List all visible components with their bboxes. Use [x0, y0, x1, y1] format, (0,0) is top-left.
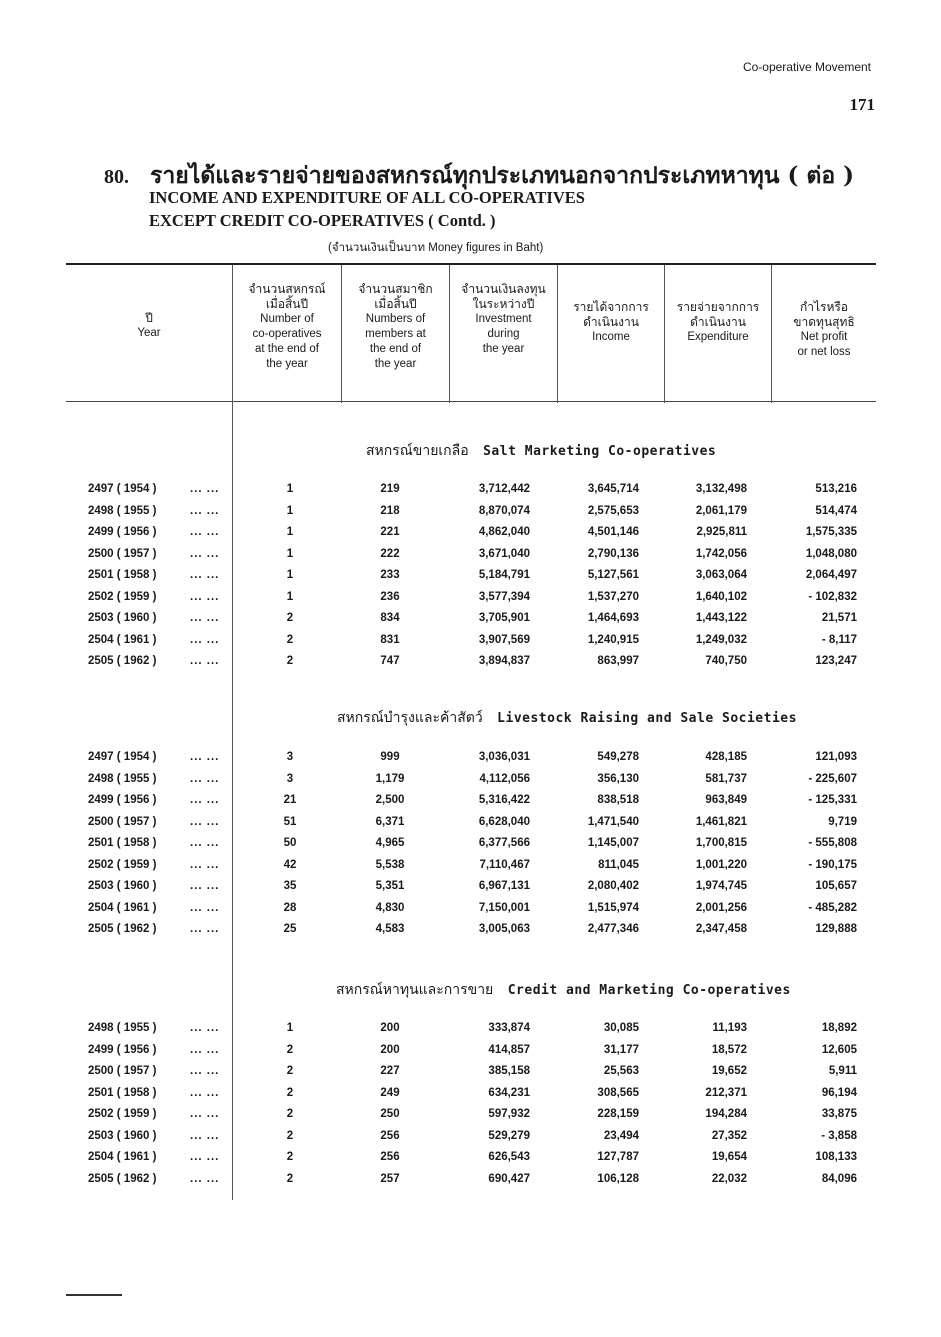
net-profit-cell: 21,571 [821, 612, 857, 624]
expenditure-cell: 11,193 [712, 1022, 747, 1034]
table-row [0, 859, 941, 879]
leader-dots: ... ... [190, 590, 220, 603]
members-cell: 4,830 [375, 901, 405, 914]
table-row [0, 505, 941, 525]
investment-cell: 7,110,467 [479, 858, 530, 871]
leader-dots: ... ... [190, 815, 220, 828]
members-cell: 222 [380, 547, 400, 560]
cooperatives-cell: 1 [286, 504, 294, 517]
income-cell: 1,464,693 [587, 612, 639, 624]
income-cell: 5,127,561 [587, 569, 639, 581]
column-header-thai: จำนวนสมาชิก เมื่อสิ้นปี [358, 282, 433, 311]
income-cell: 228,159 [597, 1108, 639, 1120]
leader-dots: ... ... [190, 547, 220, 560]
leader-dots: ... ... [190, 569, 220, 581]
net-profit-cell: 121,093 [815, 751, 857, 763]
table-row [0, 794, 941, 814]
year-cell: 2504 ( 1961 ) [88, 633, 157, 646]
net-profit-cell: 12,605 [821, 1043, 857, 1056]
members-cell: 200 [380, 1043, 400, 1056]
expenditure-cell: 22,032 [711, 1172, 747, 1185]
cooperatives-cell: 1 [286, 483, 294, 495]
net-profit-cell: 2,064,497 [805, 569, 857, 581]
cooperatives-cell: 2 [286, 633, 294, 646]
expenditure-cell: 2,347,458 [695, 923, 747, 935]
year-cell: 2500 ( 1957 ) [88, 547, 157, 560]
column-header-english: Numbers of members at the end of the year [365, 313, 426, 370]
members-cell: 5,538 [375, 858, 405, 871]
members-cell: 250 [380, 1108, 400, 1120]
investment-cell: 3,036,031 [478, 751, 530, 763]
net-profit-cell: - 485,282 [808, 901, 857, 914]
cooperatives-cell: 2 [286, 1108, 294, 1120]
year-cell: 2501 ( 1958 ) [88, 1086, 157, 1099]
expenditure-cell: 740,750 [705, 655, 747, 667]
income-cell: 811,045 [598, 858, 639, 871]
net-profit-cell: - 225,607 [808, 772, 857, 785]
cooperatives-cell: 28 [283, 901, 297, 914]
members-cell: 218 [380, 504, 400, 517]
income-cell: 3,645,714 [587, 483, 639, 495]
table-row [0, 655, 941, 675]
leader-dots: ... ... [190, 1086, 220, 1099]
expenditure-cell: 1,443,122 [695, 612, 747, 624]
table-row [0, 923, 941, 943]
column-header-net-profit [772, 300, 876, 360]
column-header-thai: รายจ่ายจากการ ดำเนินงาน [676, 300, 760, 329]
year-cell: 2505 ( 1962 ) [88, 1172, 157, 1185]
investment-cell: 333,874 [488, 1022, 530, 1034]
investment-cell: 6,628,040 [478, 815, 530, 828]
investment-cell: 634,231 [488, 1086, 530, 1099]
table-row [0, 591, 941, 611]
cooperatives-cell: 2 [286, 1129, 294, 1142]
net-profit-cell: 514,474 [815, 504, 857, 517]
members-cell: 221 [380, 526, 400, 538]
table-row [0, 1044, 941, 1064]
cooperatives-cell: 2 [286, 1086, 294, 1099]
table-row [0, 1022, 941, 1042]
expenditure-cell: 3,063,064 [695, 569, 747, 581]
investment-cell: 626,543 [488, 1151, 530, 1163]
column-header-english: Net profit or net loss [797, 331, 851, 358]
section-heading-english: Livestock Raising and Sale Societies [497, 711, 797, 726]
cooperatives-cell: 50 [283, 837, 297, 849]
leader-dots: ... ... [190, 1043, 220, 1056]
net-profit-cell: 18,892 [821, 1022, 857, 1034]
page-number: 171 [849, 95, 875, 114]
net-profit-cell: - 190,175 [808, 858, 857, 871]
members-cell: 2,500 [375, 794, 405, 806]
table-row [0, 483, 941, 503]
column-header-expenditure [665, 300, 771, 345]
investment-cell: 7,150,001 [478, 901, 530, 914]
leader-dots: ... ... [190, 633, 220, 646]
net-profit-cell: 513,216 [815, 483, 857, 495]
members-cell: 747 [380, 655, 400, 667]
table-title-english-line-1: INCOME AND EXPENDITURE OF ALL CO-OPERATIVES [149, 188, 585, 207]
expenditure-cell: 19,652 [711, 1065, 747, 1077]
members-cell: 236 [380, 590, 400, 603]
year-cell: 2503 ( 1960 ) [88, 880, 157, 892]
cooperatives-cell: 42 [283, 858, 297, 871]
members-cell: 5,351 [375, 880, 405, 892]
leader-dots: ... ... [190, 772, 220, 785]
leader-dots: ... ... [190, 923, 220, 935]
income-cell: 30,085 [603, 1022, 639, 1034]
leader-dots: ... ... [190, 1129, 220, 1142]
members-cell: 256 [380, 1129, 400, 1142]
cooperatives-cell: 21 [283, 794, 297, 806]
year-cell: 2500 ( 1957 ) [88, 1065, 157, 1077]
investment-cell: 3,671,040 [478, 547, 530, 560]
investment-cell: 5,316,422 [478, 794, 530, 806]
cooperatives-cell: 35 [283, 880, 297, 892]
income-cell: 106,128 [597, 1172, 639, 1185]
members-cell: 831 [380, 633, 400, 646]
year-cell: 2505 ( 1962 ) [88, 923, 157, 935]
expenditure-cell: 1,461,821 [695, 815, 747, 828]
net-profit-cell: 5,911 [828, 1065, 857, 1077]
leader-dots: ... ... [190, 1172, 220, 1185]
net-profit-cell: 96,194 [821, 1086, 857, 1099]
income-cell: 23,494 [603, 1129, 639, 1142]
year-cell: 2502 ( 1959 ) [88, 1108, 157, 1120]
leader-dots: ... ... [190, 794, 220, 806]
cooperatives-cell: 2 [286, 612, 294, 624]
net-profit-cell: - 555,808 [808, 837, 857, 849]
column-header-thai: จำนวนเงินลงทุน ในระหว่างปี [461, 282, 546, 311]
income-cell: 4,501,146 [587, 526, 639, 538]
income-cell: 1,537,270 [587, 590, 639, 603]
table-row [0, 1087, 941, 1107]
year-cell: 2503 ( 1960 ) [88, 612, 157, 624]
year-cell: 2497 ( 1954 ) [88, 751, 157, 763]
investment-cell: 3,907,569 [478, 633, 530, 646]
cooperatives-cell: 2 [286, 1172, 294, 1185]
investment-cell: 3,712,442 [478, 483, 530, 495]
column-header-members [342, 282, 449, 372]
income-cell: 356,130 [597, 772, 639, 785]
investment-cell: 5,184,791 [478, 569, 530, 581]
column-header-investment [450, 282, 557, 357]
net-profit-cell: 9,719 [828, 815, 857, 828]
section-heading-thai: สหกรณ์หาทุนและการขาย [336, 982, 494, 998]
table-row [0, 816, 941, 836]
leader-dots: ... ... [190, 837, 220, 849]
members-cell: 227 [380, 1065, 400, 1077]
leader-dots: ... ... [190, 483, 220, 495]
income-cell: 549,278 [597, 751, 639, 763]
investment-cell: 6,377,566 [478, 837, 530, 849]
expenditure-cell: 1,974,745 [695, 880, 747, 892]
net-profit-cell: 105,657 [815, 880, 857, 892]
net-profit-cell: - 8,117 [821, 633, 857, 646]
net-profit-cell: 123,247 [815, 655, 857, 667]
table-title-thai: รายได้และรายจ่ายของสหกรณ์ทุกประเภทนอกจากประเภทหาทุน ( ต่อ ) [150, 162, 855, 189]
section-heading-salt [366, 440, 716, 462]
leader-dots: ... ... [190, 858, 220, 871]
net-profit-cell: 129,888 [815, 923, 857, 935]
year-cell: 2502 ( 1959 ) [88, 590, 157, 603]
year-cell: 2502 ( 1959 ) [88, 858, 157, 871]
expenditure-cell: 3,132,498 [695, 483, 747, 495]
column-header-thai: กำไรหรือ ขาดทุนสุทธิ [793, 300, 855, 329]
year-cell: 2498 ( 1955 ) [88, 504, 157, 517]
expenditure-cell: 212,371 [705, 1086, 747, 1099]
table-row [0, 569, 941, 589]
net-profit-cell: 33,875 [821, 1108, 857, 1120]
net-profit-cell: - 3,858 [821, 1129, 857, 1142]
column-header-year [66, 311, 232, 341]
cooperatives-cell: 1 [286, 569, 294, 581]
expenditure-cell: 428,185 [705, 751, 747, 763]
leader-dots: ... ... [190, 1022, 220, 1034]
cooperatives-cell: 2 [286, 1065, 294, 1077]
expenditure-cell: 581,737 [705, 772, 747, 785]
members-cell: 249 [380, 1086, 400, 1099]
expenditure-cell: 1,640,102 [695, 590, 747, 603]
expenditure-cell: 963,849 [705, 794, 747, 806]
year-cell: 2499 ( 1956 ) [88, 794, 157, 806]
cooperatives-cell: 2 [286, 1043, 294, 1056]
income-cell: 31,177 [603, 1043, 639, 1056]
cooperatives-cell: 1 [286, 547, 294, 560]
column-header-english: Year [137, 327, 161, 339]
investment-cell: 414,857 [488, 1043, 530, 1056]
income-cell: 1,240,915 [587, 633, 639, 646]
leader-dots: ... ... [190, 1108, 220, 1120]
cooperatives-cell: 25 [283, 923, 297, 935]
income-cell: 2,575,653 [587, 504, 639, 517]
year-cell: 2501 ( 1958 ) [88, 837, 157, 849]
leader-dots: ... ... [190, 655, 220, 667]
year-cell: 2498 ( 1955 ) [88, 1022, 157, 1034]
section-heading-credit-marketing [336, 979, 791, 1001]
investment-cell: 529,279 [488, 1129, 530, 1142]
income-cell: 2,790,136 [587, 547, 639, 560]
expenditure-cell: 2,001,256 [695, 901, 747, 914]
cooperatives-cell: 2 [286, 1151, 294, 1163]
cooperatives-cell: 1 [286, 590, 294, 603]
section-heading-thai: สหกรณ์ขายเกลือ [366, 443, 469, 459]
year-cell: 2501 ( 1958 ) [88, 569, 157, 581]
members-cell: 233 [380, 569, 400, 581]
table-row [0, 1173, 941, 1193]
year-cell: 2503 ( 1960 ) [88, 1129, 157, 1142]
investment-cell: 3,894,837 [478, 655, 530, 667]
members-cell: 200 [380, 1022, 400, 1034]
cooperatives-cell: 51 [283, 815, 297, 828]
year-cell: 2499 ( 1956 ) [88, 526, 157, 538]
footnote-rule [66, 1294, 122, 1296]
leader-dots: ... ... [190, 526, 220, 538]
income-cell: 2,080,402 [587, 880, 639, 892]
year-cell: 2498 ( 1955 ) [88, 772, 157, 785]
table-title-english-line-2: EXCEPT CREDIT CO-OPERATIVES ( Contd. ) [149, 211, 496, 230]
members-cell: 257 [380, 1172, 400, 1185]
investment-cell: 4,112,056 [479, 772, 530, 785]
net-profit-cell: 108,133 [815, 1151, 857, 1163]
table-row [0, 634, 941, 654]
table-row [0, 880, 941, 900]
units-note: (จำนวนเงินเป็นบาท Money figures in Baht) [328, 242, 544, 254]
table-row [0, 1130, 941, 1150]
expenditure-cell: 1,001,220 [695, 858, 747, 871]
income-cell: 1,145,007 [587, 837, 639, 849]
table-row [0, 1065, 941, 1085]
year-cell: 2505 ( 1962 ) [88, 655, 157, 667]
expenditure-cell: 2,925,811 [696, 526, 747, 538]
column-header-english: Income [592, 331, 630, 343]
income-cell: 1,471,540 [587, 815, 639, 828]
cooperatives-cell: 1 [286, 526, 294, 538]
year-cell: 2504 ( 1961 ) [88, 1151, 157, 1163]
section-heading-livestock [337, 707, 797, 729]
table-row [0, 526, 941, 546]
column-header-thai: ปี [145, 311, 153, 325]
leader-dots: ... ... [190, 880, 220, 892]
section-heading-english: Salt Marketing Co-operatives [483, 444, 717, 459]
expenditure-cell: 1,249,032 [695, 633, 747, 646]
members-cell: 1,179 [375, 772, 405, 785]
leader-dots: ... ... [190, 1151, 220, 1163]
income-cell: 308,565 [597, 1086, 639, 1099]
table-row [0, 751, 941, 771]
leader-dots: ... ... [190, 504, 220, 517]
table-row [0, 902, 941, 922]
income-cell: 2,477,346 [587, 923, 639, 935]
table-number: 80. [104, 166, 129, 188]
column-header-income [558, 300, 664, 345]
year-cell: 2504 ( 1961 ) [88, 901, 157, 914]
year-cell: 2500 ( 1957 ) [88, 815, 157, 828]
running-head: Co-operative Movement [742, 60, 871, 74]
expenditure-cell: 18,572 [711, 1043, 747, 1056]
investment-cell: 3,005,063 [478, 923, 530, 935]
leader-dots: ... ... [190, 751, 220, 763]
column-header-english: Expenditure [687, 331, 749, 343]
table-row [0, 1151, 941, 1171]
year-cell: 2497 ( 1954 ) [88, 483, 157, 495]
section-heading-thai: สหกรณ์บำรุงและค้าสัตว์ [337, 710, 483, 726]
members-cell: 6,371 [375, 815, 405, 828]
investment-cell: 690,427 [488, 1172, 530, 1185]
table-row [0, 548, 941, 568]
income-cell: 127,787 [597, 1151, 639, 1163]
expenditure-cell: 194,284 [705, 1108, 747, 1120]
table-row [0, 773, 941, 793]
leader-dots: ... ... [190, 901, 220, 914]
section-heading-english: Credit and Marketing Co-operatives [507, 983, 791, 998]
column-header-cooperatives [233, 282, 341, 372]
members-cell: 256 [380, 1151, 400, 1163]
net-profit-cell: 84,096 [821, 1172, 857, 1185]
members-cell: 834 [380, 612, 400, 624]
investment-cell: 3,705,901 [478, 612, 530, 624]
expenditure-cell: 19,654 [711, 1151, 747, 1163]
net-profit-cell: - 125,331 [808, 794, 857, 806]
income-cell: 25,563 [603, 1065, 639, 1077]
table-top-rule [66, 263, 876, 265]
column-header-thai: จำนวนสหกรณ์ เมื่อสิ้นปี [248, 282, 326, 311]
net-profit-cell: - 102,832 [808, 590, 857, 603]
expenditure-cell: 1,700,815 [695, 837, 747, 849]
expenditure-cell: 27,352 [711, 1129, 747, 1142]
year-cell: 2499 ( 1956 ) [88, 1043, 157, 1056]
cooperatives-cell: 2 [286, 655, 294, 667]
column-header-thai: รายได้จากการ ดำเนินงาน [573, 300, 649, 329]
income-cell: 1,515,974 [587, 901, 639, 914]
table-row [0, 612, 941, 632]
members-cell: 999 [380, 751, 400, 763]
leader-dots: ... ... [190, 612, 220, 624]
investment-cell: 385,158 [488, 1065, 530, 1077]
column-header-english: Number of co-operatives at the end of the year [252, 313, 322, 370]
cooperatives-cell: 3 [286, 772, 294, 785]
investment-cell: 4,862,040 [478, 526, 530, 538]
expenditure-cell: 2,061,179 [695, 504, 747, 517]
column-header-english: Investment during the year [475, 313, 532, 355]
cooperatives-cell: 1 [286, 1022, 294, 1034]
income-cell: 838,518 [597, 794, 639, 806]
net-profit-cell: 1,048,080 [805, 547, 857, 560]
table-row [0, 837, 941, 857]
table-row [0, 1108, 941, 1128]
members-cell: 219 [380, 483, 400, 495]
investment-cell: 8,870,074 [478, 504, 530, 517]
investment-cell: 6,967,131 [478, 880, 530, 892]
leader-dots: ... ... [190, 1065, 220, 1077]
members-cell: 4,965 [375, 837, 405, 849]
investment-cell: 597,932 [488, 1108, 530, 1120]
net-profit-cell: 1,575,335 [805, 526, 857, 538]
header-bottom-rule [66, 401, 876, 402]
cooperatives-cell: 3 [286, 751, 294, 763]
expenditure-cell: 1,742,056 [695, 547, 747, 560]
investment-cell: 3,577,394 [478, 590, 530, 603]
members-cell: 4,583 [375, 923, 405, 935]
income-cell: 863,997 [597, 655, 639, 667]
